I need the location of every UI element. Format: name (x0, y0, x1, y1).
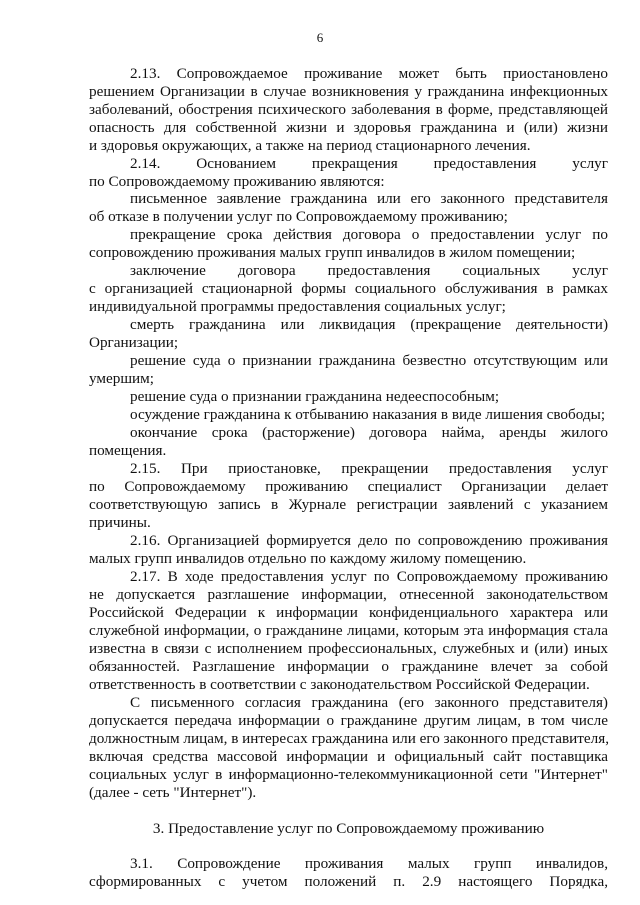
list-item-line: окончание срока (расторжение) договора найма, аренды жилого (130, 424, 608, 441)
list-item-line: решение суда о признании гражданина недееспособным; (130, 388, 500, 405)
list-item-line: индивидуальной программы предоставления социальных услуг; (89, 298, 506, 315)
paragraph-line: 2.14. Основанием прекращения предоставления услуг (130, 155, 608, 172)
paragraph-line: социальных услуг в информационно-телекоммуникационной сети "Интернет" (89, 766, 608, 783)
paragraph-line: не допускается разглашение информации, отнесенной законодательством (89, 586, 608, 603)
list-item-line: решение суда о признании гражданина безвестно отсутствующим или (130, 352, 608, 369)
list-item-line: об отказе в получении услуг по Сопровождаемому проживанию; (89, 208, 508, 225)
paragraph-line: решением Организации в случае возникновения у гражданина инфекционных (89, 83, 608, 100)
paragraph-line: по Сопровождаемому проживанию являются: (89, 173, 385, 190)
paragraph-line: служебной информации, о гражданине лицами, которым эта информация стала (89, 622, 608, 639)
page-number: 6 (316, 30, 324, 45)
list-item-line: Организации; (89, 334, 179, 351)
paragraph-line: Российской Федерации к информации конфиденциального характера или (89, 604, 608, 621)
section-heading: 3. Предоставление услуг по Сопровождаемому проживанию (152, 820, 545, 837)
list-item-line: осуждение гражданина к отбыванию наказания в виде лишения свободы; (130, 406, 606, 423)
paragraph-line: 2.16. Организацией формируется дело по сопровождению проживания (130, 532, 608, 549)
list-item-line: заключение договора предоставления социальных услуг (130, 262, 608, 279)
paragraph-line: малых групп инвалидов отдельно по каждому жилому помещению. (89, 550, 527, 567)
paragraph-line: 2.13. Сопровождаемое проживание может быть приостановлено (130, 65, 608, 82)
list-item-line: помещения. (89, 442, 167, 459)
paragraph-line: обязанностей. Разглашение информации о гражданине влечет за собой (89, 658, 608, 675)
list-item-line: сопровождению проживания малых групп инвалидов в жилом помещении; (89, 244, 576, 261)
paragraph-line: 3.1. Сопровождение проживания малых групп инвалидов, (130, 855, 608, 872)
paragraph-line: (далее - сеть "Интернет"). (89, 784, 257, 801)
paragraph-line: 2.15. При приостановке, прекращении предоставления услуг (130, 460, 608, 477)
list-item-line: умершим; (89, 370, 154, 387)
paragraph-line: и здоровья окружающих, а также на период стационарного лечения. (89, 137, 531, 154)
paragraph-line: ответственность в соответствии с законодательством Российской Федерации. (89, 676, 590, 693)
paragraph-line: опасность для собственной жизни и здоровья гражданина и (или) жизни (89, 119, 608, 136)
paragraph-line: заболеваний, обострения психического заболевания в форме, представляющей (89, 101, 608, 118)
list-item-line: письменное заявление гражданина или его законного представителя (130, 190, 608, 207)
list-item-line: прекращение срока действия договора о предоставлении услуг по (130, 226, 608, 243)
paragraph-line: допускается передача информации о гражданине другим лицам, в том числе (89, 712, 608, 729)
paragraph-line: С письменного согласия гражданина (его законного представителя) (130, 694, 608, 711)
paragraph-line: по Сопровождаемому проживанию специалист Организации делает (89, 478, 608, 495)
paragraph-line: должностным лицам, в интересах гражданина или его законного представителя, (89, 730, 609, 747)
paragraph-line: 2.17. В ходе предоставления услуг по Сопровождаемому проживанию (130, 568, 608, 585)
list-item-line: с организацией стационарной формы социального обслуживания в рамках (89, 280, 608, 297)
paragraph-line: сформированных с учетом положений п. 2.9 настоящего Порядка, (89, 873, 608, 890)
list-item-line: смерть гражданина или ликвидация (прекращение деятельности) (130, 316, 608, 333)
paragraph-line: соответствующую запись в Журнале регистрации заявлений с указанием (89, 496, 608, 513)
paragraph-line: причины. (89, 514, 151, 531)
paragraph-line: включая средства массовой информации и официальный сайт поставщика (89, 748, 608, 765)
paragraph-line: известна в связи с исполнением профессиональных, служебных и (или) иных (89, 640, 608, 657)
